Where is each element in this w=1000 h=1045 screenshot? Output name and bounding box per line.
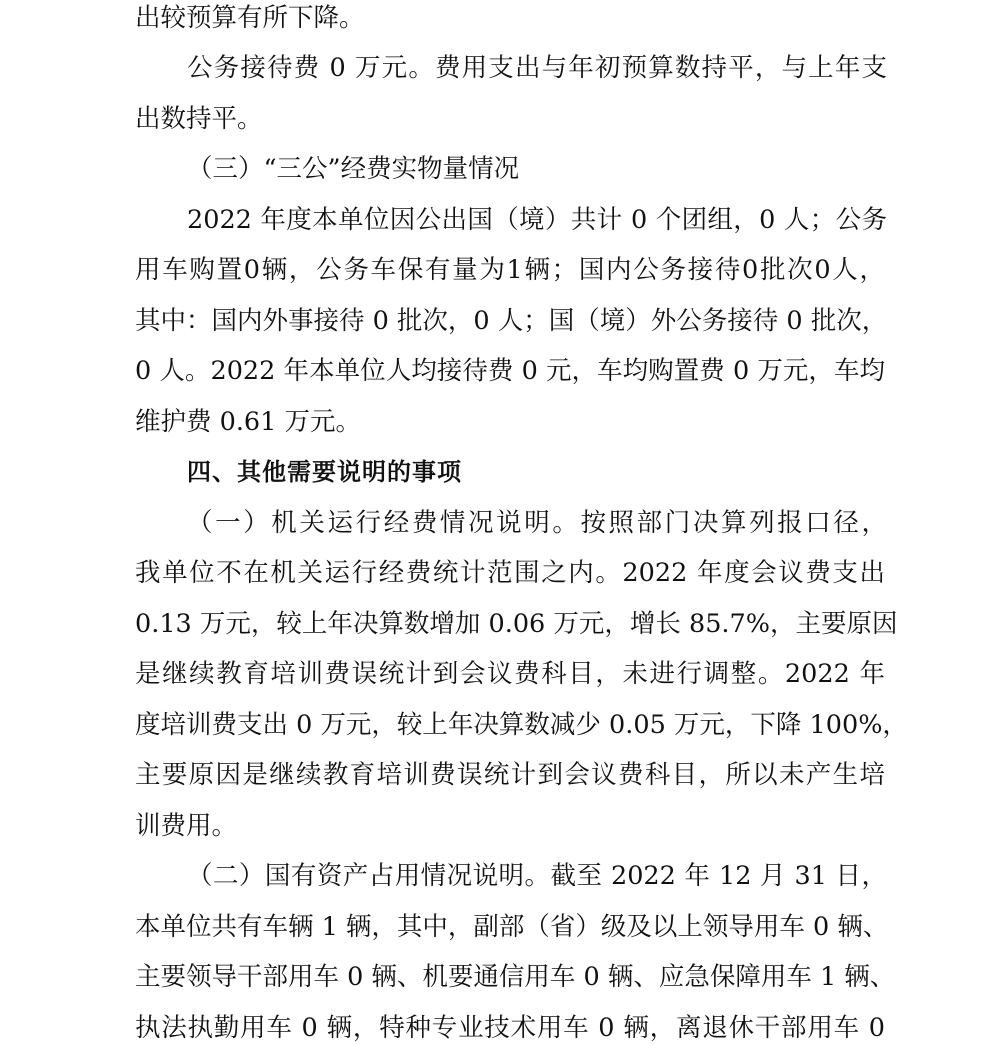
paragraph-line-16: 主要原因是继续教育培训费误统计到会议费科目，所以未产生培 bbox=[135, 760, 885, 790]
section-subheading-three-public: （三）“三公”经费实物量情况 bbox=[187, 154, 520, 184]
paragraph-line-13: 0.13 万元，较上年决算数增加 0.06 万元，增长 85.7%，主要原因 bbox=[135, 609, 898, 639]
paragraph-line-17: 训费用。 bbox=[135, 811, 238, 841]
paragraph-line-2: 公务接待费 0 万元。费用支出与年初预算数持平，与上年支 bbox=[187, 53, 887, 83]
paragraph-line-8: 0 人。2022 年本单位人均接待费 0 元，车均购置费 0 万元，车均 bbox=[135, 356, 885, 386]
paragraph-line-20: 主要领导干部用车 0 辆、机要通信用车 0 辆、应急保障用车 1 辆、 bbox=[135, 962, 896, 992]
paragraph-line-12: 我单位不在机关运行经费统计范围之内。2022 年度会议费支出 bbox=[135, 558, 885, 588]
paragraph-line-18: （二）国有资产占用情况说明。截至 2022 年 12 月 31 日， bbox=[187, 861, 887, 891]
paragraph-line-19: 本单位共有车辆 1 辆，其中，副部（省）级及以上领导用车 0 辆、 bbox=[135, 912, 889, 942]
section-heading-other-matters: 四、其他需要说明的事项 bbox=[187, 458, 462, 486]
paragraph-line-6: 用车购置0辆，公务车保有量为1辆；国内公务接待0批次0人， bbox=[135, 255, 885, 285]
paragraph-line-21: 执法执勤用车 0 辆，特种专业技术用车 0 辆，离退休干部用车 0 bbox=[135, 1013, 885, 1043]
paragraph-line-7: 其中：国内外事接待 0 批次，0 人；国（境）外公务接待 0 批次， bbox=[135, 306, 888, 336]
paragraph-line-1: 出较预算有所下降。 bbox=[135, 3, 365, 33]
paragraph-line-14: 是继续教育培训费误统计到会议费科目，未进行调整。2022 年 bbox=[135, 659, 885, 689]
paragraph-line-5: 2022 年度本单位因公出国（境）共计 0 个团组，0 人；公务 bbox=[187, 205, 887, 235]
paragraph-line-11: （一）机关运行经费情况说明。按照部门决算列报口径， bbox=[187, 508, 887, 538]
paragraph-line-15: 度培训费支出 0 万元，较上年决算数减少 0.05 万元，下降 100%， bbox=[135, 710, 908, 740]
paragraph-line-9: 维护费 0.61 万元。 bbox=[135, 407, 361, 437]
paragraph-line-3: 出数持平。 bbox=[135, 104, 263, 134]
